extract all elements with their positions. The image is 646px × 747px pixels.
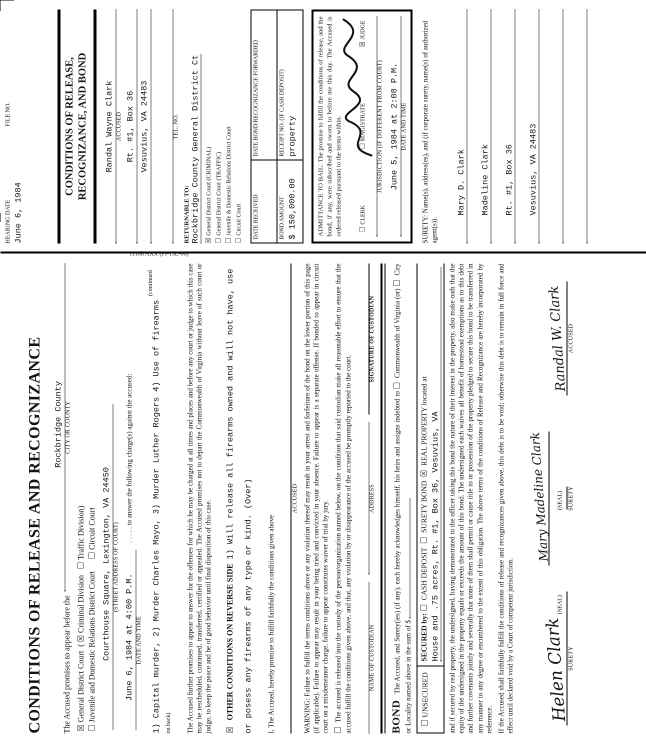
jdr-label: Juvenile & Domestic Relations District Court [226, 125, 233, 236]
unsecured-checkbox: ☐ [419, 718, 429, 726]
general-district-court-label: General District Court [76, 650, 85, 722]
surety-lines [443, 9, 587, 243]
accused-promise-block [260, 263, 298, 733]
cash-deposit-checkbox: ☐ [418, 603, 428, 611]
magistrate-label: MAGISTRATE [359, 102, 366, 141]
accused-signature: Randal W. Clark [545, 284, 569, 392]
stub-address2-value: Vesuvius, VA 24483 [139, 9, 151, 243]
accused-signature-block [545, 263, 574, 413]
hearing-date-field [5, 126, 23, 243]
unsecured-cell [417, 665, 443, 733]
general-district-court-checkbox: ☒ [76, 723, 85, 731]
receipt-no-label: RECEIPT NO. (IF CASH DEPOSIT) [279, 68, 286, 157]
city-county-field [53, 263, 71, 591]
admit-datetime-value: June 5, 1984 at 2:08 P.M. [389, 16, 401, 236]
paren: ( [76, 643, 85, 647]
seal-text: (SEAL) [556, 594, 563, 614]
surety1-signature: Helen Clark [541, 617, 570, 722]
stub-address-line1 [125, 9, 137, 243]
judge-signature [331, 13, 383, 163]
stub-accused-label: ACCUSED [116, 111, 123, 141]
commonwealth-checkbox: ☐ [392, 381, 402, 389]
section-divider [380, 263, 385, 733]
secured-by-label: SECURED by: [418, 612, 428, 661]
circuit-label: Circuit Court [236, 203, 243, 236]
bond-sum-blank [409, 498, 410, 618]
traffic-division-label: Traffic Division [76, 507, 85, 560]
hearing-date-value: June 6, 1984 [13, 181, 23, 243]
stub-tel-label: TEL. NO. [173, 113, 180, 139]
charges-line [145, 263, 181, 733]
other-conditions-label: OTHER CONDITIONS ON REVERSE SIDE [224, 562, 234, 720]
other-conditions-checkbox: ☒ [224, 725, 234, 733]
admittance-paragraph: ADMITTANCE TO BAIL: The promise to fulfill the conditions of release, and the bond, if any, were subscribed and sworn to before me this day. The Accused is ordered released pursuant to the terms within. [317, 16, 343, 236]
custody-paragraph [333, 263, 353, 733]
custody-text: The accused is released into the custody of the person/organization named below, on the condition that said custodian make all reasonable effort to ensure that the accused fulfill the conditions given above, and that, any violation by or disappearance of the accused be promptly reported to the court. [334, 262, 352, 733]
main-form-title: CONDITIONS OF RELEASE AND RECOGNIZANCE [26, 336, 43, 733]
circuit-court-checkbox: ☐ [87, 551, 96, 559]
date-received-cell [251, 160, 277, 243]
real-property-checkbox: ☒ [418, 469, 428, 477]
stub-accused-name: Randal Wayne Clark [104, 9, 116, 243]
circuit-checkbox: ☐ [234, 237, 243, 243]
bond-amount-label: BOND AMOUNT [279, 196, 286, 239]
clerk-checkbox: ☐ [357, 226, 366, 232]
bond-fine-print: and if secured by real property, the undersigned, having demonstrated to the officer taking this bond the nature of their interest in the property, also make oath that the equity of the undersigned in the property equals or exceeds the amount of this bond. The undersigned each waives all benefit of homestead exemptions as to this debt and further covenants jointly and severally that none of them shall permit or cause title to or possession of the property pledged to secure this bond to be transferred in any manner to any degree or encumbered to the extent of this obligation. The above terms of the conditions of Release and Recognizance are hereby incorporated by reference. [447, 263, 493, 733]
property-description-value: House and .75 acres, Rt. #1, Box 36, Vesuvius, VA [429, 410, 440, 661]
real-property-label: REAL PROPERTY located at [418, 375, 428, 466]
city-locality-label: City or Locality named above in the sum of $ [393, 262, 412, 733]
stub-section [0, 0, 646, 253]
cash-deposit-label: CASH DEPOSIT [418, 547, 428, 600]
surety-line [515, 9, 539, 243]
form-number-sideprint: 1110b AXX (PI-13L-06) [128, 251, 188, 257]
clerk-label: CLERK [359, 204, 366, 225]
criminal-division-checkbox: ☒ [76, 634, 85, 642]
admittance-to-bail-box [311, 9, 412, 243]
street-address-field [101, 404, 119, 729]
promise-paragraph: The Accused further promises to appear to answer for the offenses for which he may be charged at all times and places and before any court or judge to which this case may be rescheduled, continued, transferred, certified or appealed. The Accused promises not to depart the Commonwealth of Virginia without leave of such court or judge, to keep the peace and be of good behavior until final disposition of this case. [186, 263, 213, 733]
accused-promise-text: I, The Accused, hereby promise to fulfill faithfully the conditions given above [266, 514, 275, 733]
surety2-label: SURETY [567, 485, 574, 511]
date-received-label: DATE RECEIVED [253, 194, 260, 239]
custodian-address-field [359, 422, 375, 573]
stub-court-option [214, 9, 224, 243]
stub-accused-field [104, 9, 122, 243]
hearing-datetime-field [124, 550, 142, 729]
custodian-name-field [359, 582, 375, 733]
returnable-row [183, 9, 200, 243]
surety-bond-checkbox: ☐ [418, 536, 428, 544]
circuit-court-label: Circuit Court [87, 506, 96, 550]
admit-datetime-field [389, 16, 407, 236]
hearing-date-label: HEARING DATE [5, 199, 11, 243]
judge-checkbox: ☒ [357, 41, 366, 47]
stub-court-option [234, 9, 244, 243]
bond-amount-value: $ 150,000.00 [287, 177, 298, 239]
other-conditions-block [219, 263, 255, 733]
charges-continued-note: (continued on back) [147, 269, 172, 733]
date-forwarded-label: DATE BOND/RECOGNIZANCE FORWARDED [253, 39, 260, 157]
other-conditions-value: 1) Will release all firearms owned and will not have, use or posess any firearms of any type or kind. (Over) [224, 268, 253, 733]
stub-address-line2 [139, 9, 151, 243]
surety-line [491, 9, 515, 243]
file-no-value [13, 9, 23, 126]
surety-line-value: Rt. #1, Box 36 [504, 143, 515, 215]
hearing-datetime-label: DATE AND TIME [136, 615, 142, 664]
answer-charges-text: . . . . . to answer the following charge(s) against the accused: [124, 373, 133, 543]
stub-court-option [204, 9, 214, 243]
jdr-checkbox: ☐ [224, 237, 233, 243]
street-address-label: (STREET ADDRESS OF COURT) [113, 521, 119, 612]
surety2-signature: Mary Madeline Clark [527, 430, 551, 562]
accused-label: ACCUSED [567, 323, 574, 353]
main-form [0, 253, 646, 747]
stub-title [57, 9, 96, 243]
stub-title-line2: RECOGNIZANCE, AND BOND [77, 52, 89, 200]
surety-line-value: Mary D. Clark [456, 148, 467, 215]
gdc-criminal-label: General District Court (CRIMINAL) [206, 146, 213, 236]
accused-signature-label: ACCUSED [291, 483, 298, 513]
appear-before-text: The Accused promises to appear before the [62, 594, 71, 733]
city-county-value: Rockbridge County [53, 263, 65, 591]
returnable-value: Rockbridge County General District Ct [190, 54, 201, 243]
hearing-datetime-line [124, 263, 142, 733]
stub-court-option [224, 9, 234, 243]
accused-signature-line [280, 263, 291, 733]
returnable-label: RETURNABLE TO: [183, 184, 191, 243]
street-address-line [101, 404, 119, 733]
stub-title-line1: CONDITIONS OF RELEASE, [64, 56, 75, 196]
bond-record-table [250, 9, 303, 243]
date-forwarded-cell [251, 10, 277, 160]
signature-row [527, 263, 574, 733]
custodian-address-label: ADDRESS [369, 483, 376, 513]
surety-heading: SURETY: Name(s), address(es), and (if corporate surety, name(s) of authorized agent(s)). [420, 20, 439, 243]
custody-checkbox: ☐ [333, 725, 343, 733]
surety-line [467, 9, 491, 243]
surety-line-value: Vesuvius, VA 24483 [528, 123, 539, 215]
receipt-no-cell [277, 10, 303, 160]
warning-paragraph: WARNING: Failure to fulfill the terms conditions above or any violation thereof may result in your arrest and forfeiture of the bond on the lower portion of this page (if applicable). Failure to appear may result in your being tried and convicted in your absence. Failure to appear is a separate offense. If bonded to appear in circuit court on a misdemeanor charge, failure to appear constitutes waiver of trial by jury. [302, 263, 330, 733]
file-no-field [5, 9, 23, 126]
magistrate-checkbox: ☐ [357, 142, 366, 149]
surety-line-value: Madeline Clark [480, 143, 491, 215]
stub-tel-blank [153, 9, 173, 243]
bond-amount-cell [277, 160, 303, 243]
jdr-court-label: Juvenile and Domestic Relations District Court [87, 570, 96, 722]
secured-by-row [416, 263, 444, 733]
stub-hearing-row [5, 9, 23, 243]
commonwealth-label: Commonwealth of Virginia (or) [393, 288, 402, 378]
gdc-traffic-label: General District Court (TRAFFIC) [216, 151, 223, 236]
gdc-criminal-checkbox: ☒ [204, 237, 213, 243]
surety-line [443, 9, 467, 243]
jurisdiction-label: JURISDICTION (IF DIFFERENT FROM COURT) [376, 59, 383, 193]
traffic-division-checkbox: ☐ [76, 561, 85, 569]
stub-address1-value: Rt. #1, Box 36 [125, 9, 137, 243]
surety2-signature-block [527, 423, 574, 573]
paren: ) [76, 505, 85, 508]
clerk-option [358, 205, 366, 233]
custodian-row [359, 263, 375, 733]
receipt-no-value: property [287, 115, 298, 157]
gdc-traffic-checkbox: ☐ [214, 237, 223, 243]
admit-datetime-label: DATE AND TIME [400, 101, 407, 151]
bond-void-paragraph: If the Accused shall faithfully fulfill the conditions of release and recognizances given above, this debt is to be void; otherwise this debt is to remain in full force and effect until declared void by a Court of competent jurisdiction. [497, 263, 515, 733]
custodian-name-label: NAME OF CUSTODIAN [369, 624, 376, 691]
city-locality-checkbox: ☐ [392, 278, 402, 287]
jdr-court-checkbox: ☐ [87, 723, 96, 731]
court-options-row1 [76, 263, 85, 731]
custodian-signature-label: SIGNATURE OF CUSTODIAN [369, 295, 376, 382]
surety-bond-label: SURETY BOND [418, 480, 428, 533]
bond-heading: BOND [390, 699, 403, 733]
seal-text: (SEAL) [556, 490, 563, 510]
street-address-value: Courthouse Square, Lexington, VA 24450 [101, 404, 113, 729]
unsecured-label: UNSECURED [419, 671, 429, 717]
judge-label: JUDGE [359, 20, 366, 40]
custodian-signature-field [359, 263, 375, 414]
stub-court-checkboxes [204, 9, 244, 243]
hearing-datetime-value: June 6, 1984 at 4:00 P.M. [124, 550, 136, 729]
bond-text: The Accused, and Surety(ies) (if any), each hereby acknowledges himself, his heirs and assigns indebted to [393, 390, 402, 694]
surety-line [539, 9, 563, 243]
court-options-row2 [87, 263, 96, 731]
charges-value: 1) Capital murder, 2) Murder Charles Mayo, 3) Murder Luther Rogers 4) Use of firearms [151, 299, 161, 733]
appear-before-line [53, 263, 71, 733]
file-no-label: FILE NO. [5, 101, 11, 126]
stub-tel-field [153, 9, 179, 243]
surety-line [563, 9, 587, 243]
secured-cell [417, 263, 443, 665]
city-county-label: CITY OR COUNTY [65, 400, 71, 454]
surety1-label: SURETY [567, 645, 574, 671]
bond-paragraph [389, 263, 413, 733]
criminal-division-label: Criminal Division [76, 574, 85, 633]
surety1-signature-block [541, 583, 574, 733]
